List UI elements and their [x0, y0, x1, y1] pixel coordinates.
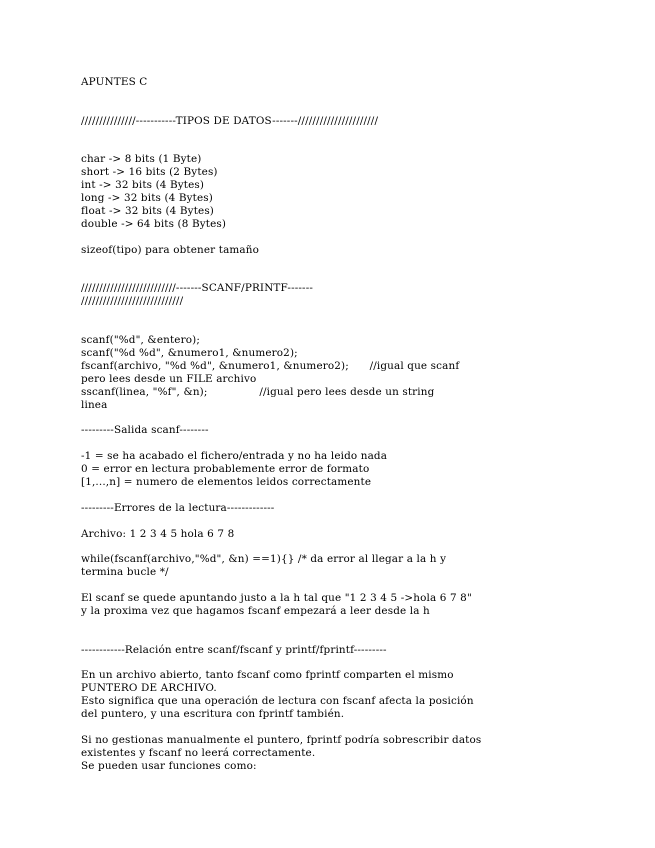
relacion-line: PUNTERO DE ARCHIVO.: [81, 682, 217, 695]
while-line: while(fscanf(archivo,"%d", &n) ==1){} /* da error al llegar a la h y: [81, 553, 447, 566]
relacion-line: En un archivo abierto, tanto fscanf como fprintf comparten el mismo: [81, 669, 454, 682]
salida-line: [1,...,n] = numero de elementos leidos correctamente: [81, 475, 372, 488]
type-line: double -> 64 bits (8 Bytes): [81, 217, 227, 230]
type-line: long -> 32 bits (4 Bytes): [81, 192, 213, 205]
relacion-line: Esto significa que una operación de lectura con fscanf afecta la posición: [81, 695, 474, 708]
relacion-line: Si no gestionas manualmente el puntero, fprintf podría sobrescribir datos: [81, 734, 482, 746]
code-line: linea: [81, 398, 108, 411]
code-line: scanf("%d %d", &numero1, &numero2);: [81, 346, 298, 359]
type-line: float -> 32 bits (4 Bytes): [81, 205, 215, 218]
salida-line: -1 = se ha acabado el fichero/entrada y no ha leido nada: [81, 450, 388, 463]
type-line: int -> 32 bits (4 Bytes): [81, 179, 205, 192]
salida-line: 0 = error en lectura probablemente error de formato: [81, 463, 370, 476]
relacion-line: existentes y fscanf no leerá correctamente.: [81, 746, 316, 759]
code-line: fscanf(archivo, "%d %d", &numero1, &numero2); //igual que scanf: [81, 359, 460, 372]
section-header-scanf: //////////////////////////-------SCANF/PRINTF-------: [81, 282, 314, 295]
code-line: sscanf(linea, "%f", &n); //igual pero lees desde un string: [81, 385, 435, 398]
code-line: scanf("%d", &entero);: [81, 334, 200, 347]
section-header-errores: ---------Errores de la lectura-------------: [81, 501, 275, 514]
code-line: pero lees desde un FILE archivo: [81, 372, 257, 385]
sizeof-line: sizeof(tipo) para obtener tamaño: [81, 243, 260, 256]
archivo-line: Archivo: 1 2 3 4 5 hola 6 7 8: [81, 527, 235, 540]
relacion-line: Se pueden usar funciones como:: [81, 759, 257, 772]
while-line: termina bucle */: [81, 566, 169, 579]
section-header-salida: ---------Salida scanf--------: [81, 424, 209, 437]
document-body: [81, 76, 581, 773]
type-line: char -> 8 bits (1 Byte): [81, 153, 202, 166]
section-header-relacion: ------------Relación entre scanf/fscanf y printf/fprintf---------: [81, 643, 387, 656]
relacion-line: del puntero, y una escritura con fprintf también.: [81, 708, 345, 721]
type-line: short -> 16 bits (2 Bytes): [81, 166, 218, 179]
doc-title: APUNTES C: [81, 76, 148, 88]
section-header-tipos: ///////////////-----------TIPOS DE DATOS-------//////////////////////: [81, 114, 379, 127]
section-header-scanf-cont: ////////////////////////////: [81, 295, 184, 308]
explanation-line: y la proxima vez que hagamos fscanf empezará a leer desde la h: [81, 604, 430, 617]
explanation-line: El scanf se quede apuntando justo a la h tal que "1 2 3 4 5 ->hola 6 7 8": [81, 592, 472, 605]
